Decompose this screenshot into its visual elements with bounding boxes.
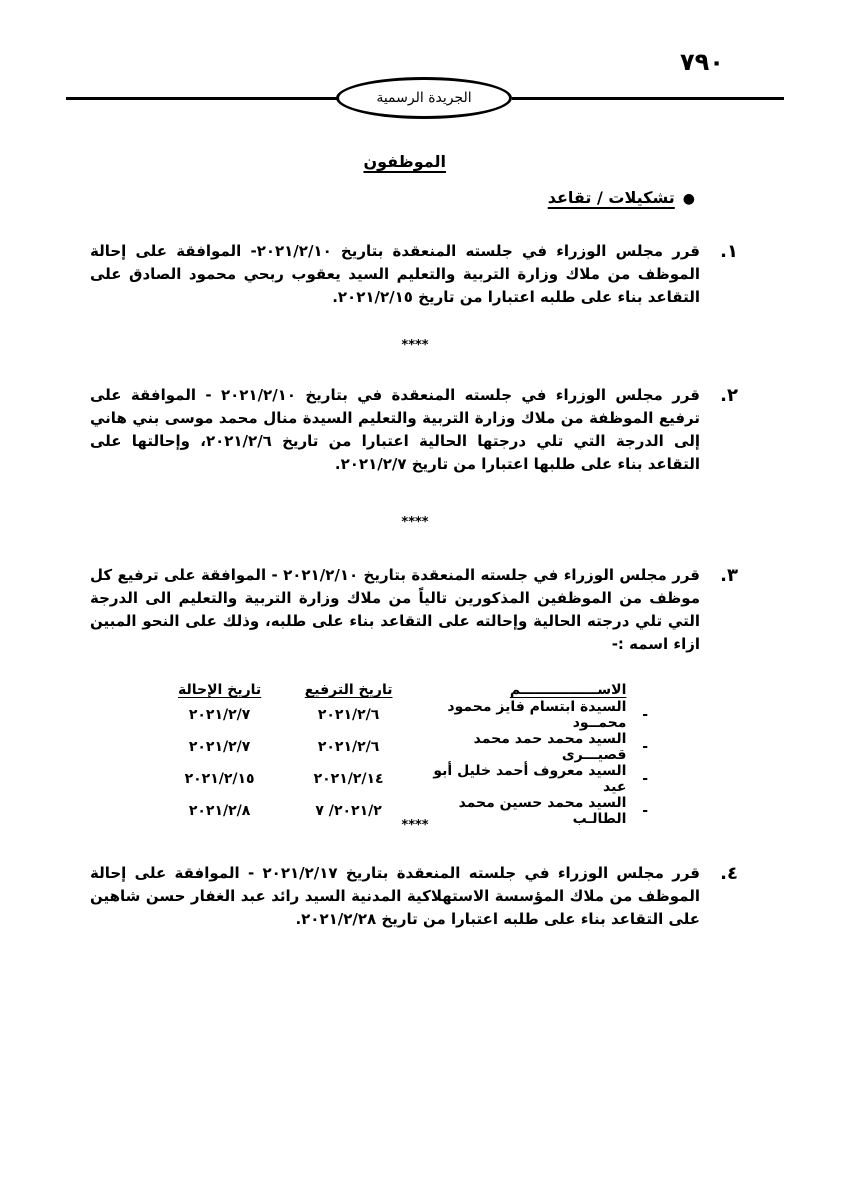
header-promotion-date: تاريخ الترفيع <box>304 682 393 698</box>
decision-item-1 <box>90 240 738 309</box>
bullet-icon: ● <box>682 191 695 207</box>
employee-name: السيد محمد حسين محمد الطالـب <box>458 795 627 827</box>
retirement-date: ٢٠٢١/٢/٧ <box>188 739 251 755</box>
row-dash: - <box>642 803 649 819</box>
row-dash: - <box>642 771 649 787</box>
promotion-date: ٢٠٢١/٢/ ٧ <box>315 803 382 819</box>
gazette-name: الجريدة الرسمية <box>376 90 472 106</box>
item-number: ٤. <box>720 863 738 884</box>
header-rule-left <box>66 97 338 100</box>
item-text: قرر مجلس الوزراء في جلسته المنعقدة بتاريخ ٢٠٢١/٢/١٠ - الموافقة على ترفيع كل موظف من الموظفين المذكورين تالياً من ملاك وزارة التربية والتعليم الى الدرجة التي تلي درجته الحالية وإحالته على التقاعد بناء على طلبه، وذلك على النحو المبين ازاء اسمه :- <box>90 566 700 653</box>
table-header-row <box>160 676 660 699</box>
decision-item-3 <box>90 564 738 656</box>
separator: **** <box>401 818 429 833</box>
retirement-date: ٢٠٢١/٢/١٥ <box>184 771 255 787</box>
employee-name: السيد معروف أحمد خليل أبو عيد <box>433 763 627 795</box>
header-name: الاســــــــــــــــم <box>509 682 627 698</box>
table-row <box>160 699 660 731</box>
subsection-title: تشكيلات / تقاعد <box>547 188 675 207</box>
decision-item-2 <box>90 384 738 476</box>
header-retirement-date: تاريخ الإحالة <box>178 682 262 698</box>
separator: **** <box>401 338 429 353</box>
table-row <box>160 731 660 763</box>
employees-table <box>160 676 660 827</box>
header-rule-right <box>512 97 784 100</box>
item-text: قرر مجلس الوزراء في جلسته المنعقدة بتاريخ ٢٠٢١/٢/١٧ - الموافقة على إحالة الموظف من ملاك المؤسسة الاستهلاكية المدنية السيد رائد عبد الغفار حسن شاهين على التقاعد بناء على طلبه اعتبارا من تاريخ ٢٠٢١/٢/٢٨. <box>90 864 700 928</box>
row-dash: - <box>642 739 649 755</box>
item-number: ٢. <box>720 385 738 406</box>
item-number: ١. <box>720 241 738 262</box>
promotion-date: ٢٠٢١/٢/٦ <box>317 707 380 723</box>
separator: **** <box>401 515 429 530</box>
section-title: الموظفون <box>363 152 446 171</box>
row-dash: - <box>642 707 649 723</box>
decision-item-4 <box>90 862 738 931</box>
retirement-date: ٢٠٢١/٢/٨ <box>188 803 251 819</box>
subsection-heading <box>430 188 695 207</box>
employee-name: السيد محمد حمد محمد قصيـــرى <box>473 731 627 763</box>
page-number: ٧٩٠ <box>680 48 724 76</box>
employee-name: السيدة ابتسام فايز محمود محمــود <box>447 699 627 731</box>
item-text: قرر مجلس الوزراء في جلسته المنعقدة بتاريخ ٢٠٢١/٢/١٠- الموافقة على إحالة الموظف من ملاك وزارة التربية والتعليم السيد يعقوب ربحي محمود الصادق على التقاعد بناء على طلبه اعتبارا من تاريخ ٢٠٢١/٢/١٥. <box>90 242 700 306</box>
gazette-masthead <box>336 77 512 119</box>
item-text: قرر مجلس الوزراء في جلسته المنعقدة في بتاريخ ٢٠٢١/٢/١٠ - الموافقة على ترفيع الموظفة من ملاك وزارة التربية والتعليم السيدة منال محمد موسى بني هاني إلى الدرجة التي تلي درجتها الحالية اعتبارا من تاريخ ٢٠٢١/٢/٦، وإحالتها على التقاعد بناء على طلبها اعتبارا من تاريخ ٢٠٢١/٢/٧. <box>90 386 700 473</box>
retirement-date: ٢٠٢١/٢/٧ <box>188 707 251 723</box>
promotion-date: ٢٠٢١/٢/١٤ <box>313 771 384 787</box>
item-number: ٣. <box>720 565 738 586</box>
table-row <box>160 763 660 795</box>
promotion-date: ٢٠٢١/٢/٦ <box>317 739 380 755</box>
